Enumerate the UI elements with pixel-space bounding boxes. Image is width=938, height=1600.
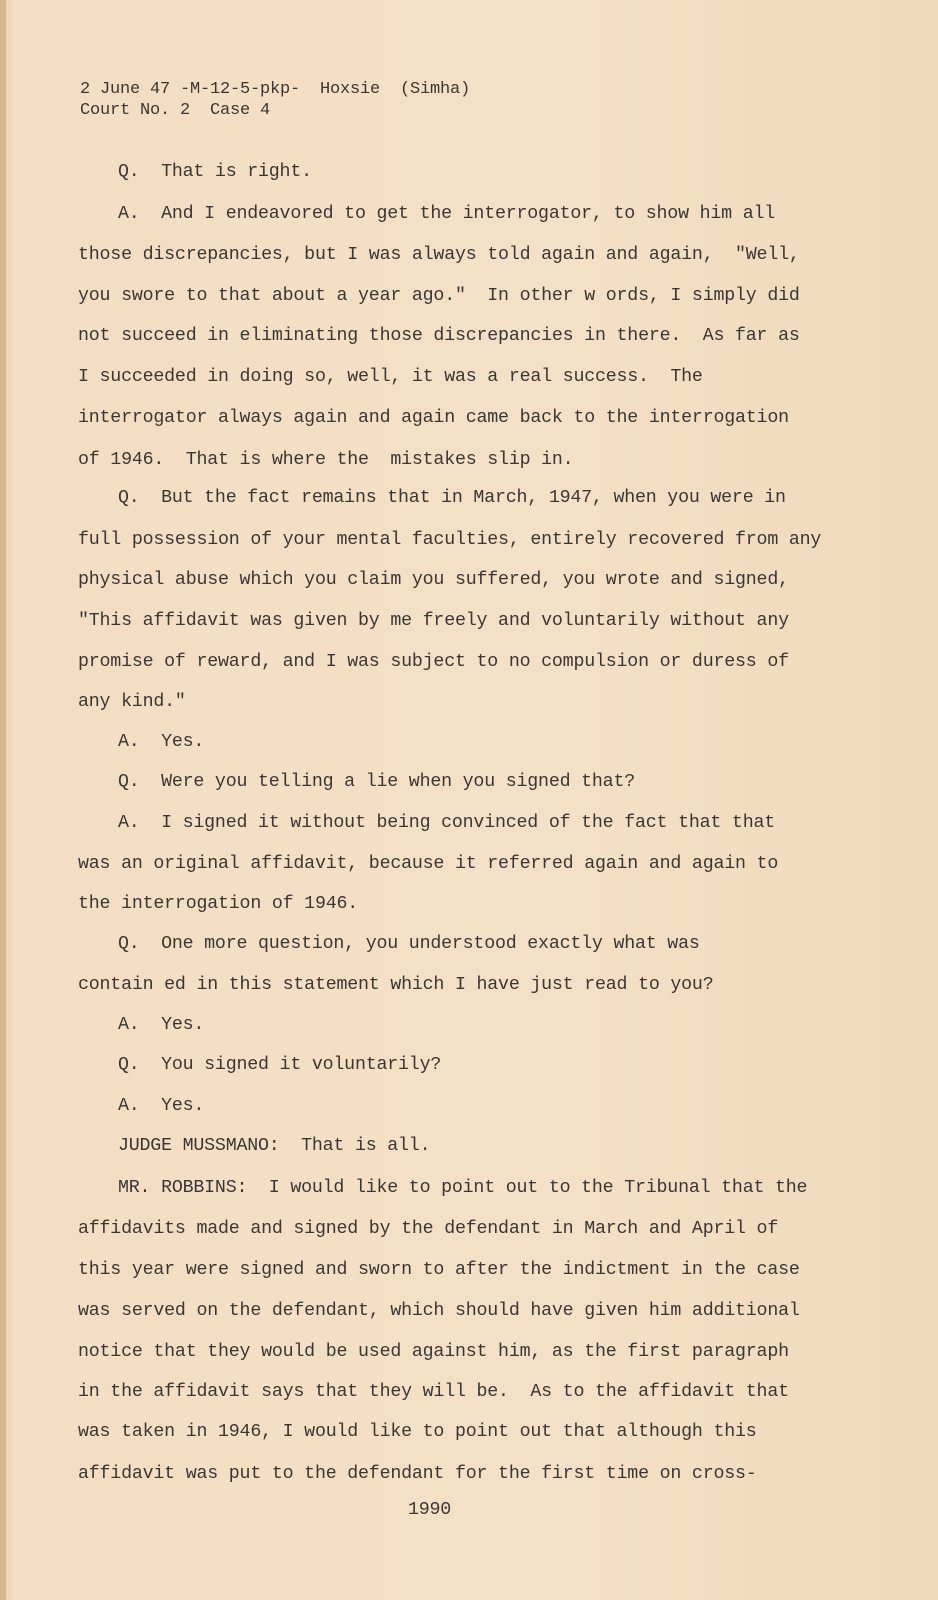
transcript-line: in the affidavit says that they will be. As to the affidavit that bbox=[78, 1382, 789, 1402]
header-line-2: Court No. 2 Case 4 bbox=[80, 101, 271, 120]
transcript-line: JUDGE MUSSMANO: That is all. bbox=[118, 1136, 431, 1156]
transcript-line: physical abuse which you claim you suffered, you wrote and signed, bbox=[78, 570, 789, 590]
transcript-line: A. Yes. bbox=[118, 1015, 205, 1035]
transcript-line: affidavits made and signed by the defendant in March and April of bbox=[78, 1219, 779, 1239]
transcript-line: not succeed in eliminating those discrepancies in there. As far as bbox=[78, 326, 800, 346]
transcript-line: Q. But the fact remains that in March, 1947, when you were in bbox=[118, 488, 786, 508]
transcript-line: notice that they would be used against him, as the first paragraph bbox=[78, 1342, 789, 1362]
transcript-line: MR. ROBBINS: I would like to point out to the Tribunal that the bbox=[118, 1178, 808, 1198]
transcript-line: the interrogation of 1946. bbox=[78, 894, 359, 914]
header-line-1: 2 June 47 -M-12-5-pkp- Hoxsie (Simha) bbox=[80, 80, 471, 99]
transcript-line: those discrepancies, but I was always told again and again, "Well, bbox=[78, 245, 800, 265]
page-edge bbox=[0, 0, 6, 1600]
transcript-line: was taken in 1946, I would like to point out that although this bbox=[78, 1422, 757, 1442]
transcript-line: A. I signed it without being convinced of the fact that that bbox=[118, 813, 776, 833]
transcript-line: Q. One more question, you understood exactly what was bbox=[118, 934, 700, 954]
transcript-line: any kind." bbox=[78, 692, 186, 712]
transcript-line: A. Yes. bbox=[118, 732, 205, 752]
transcript-line: full possession of your mental faculties, entirely recovered from any bbox=[78, 530, 822, 550]
transcript-line: A. And I endeavored to get the interrogator, to show him all bbox=[118, 204, 776, 224]
transcript-line: Q. That is right. bbox=[118, 162, 312, 182]
transcript-line: you swore to that about a year ago." In other w ords, I simply did bbox=[78, 286, 800, 306]
transcript-line: "This affidavit was given by me freely and voluntarily without any bbox=[78, 611, 789, 631]
page-number: 1990 bbox=[408, 1500, 452, 1520]
transcript-line: contain ed in this statement which I have just read to you? bbox=[78, 975, 714, 995]
transcript-line: affidavit was put to the defendant for the first time on cross- bbox=[78, 1464, 757, 1484]
transcript-line: Q. Were you telling a lie when you signed that? bbox=[118, 772, 635, 792]
transcript-line: Q. You signed it voluntarily? bbox=[118, 1055, 442, 1075]
transcript-line: A. Yes. bbox=[118, 1096, 205, 1116]
transcript-line: this year were signed and sworn to after the indictment in the case bbox=[78, 1260, 800, 1280]
transcript-line: I succeeded in doing so, well, it was a real success. The bbox=[78, 367, 703, 387]
transcript-line: promise of reward, and I was subject to no compulsion or duress of bbox=[78, 652, 789, 672]
transcript-line: of 1946. That is where the mistakes slip in. bbox=[78, 450, 574, 470]
transcript-line: was served on the defendant, which should have given him additional bbox=[78, 1301, 800, 1321]
transcript-line: was an original affidavit, because it referred again and again to bbox=[78, 854, 779, 874]
transcript-line: interrogator always again and again came back to the interrogation bbox=[78, 408, 789, 428]
